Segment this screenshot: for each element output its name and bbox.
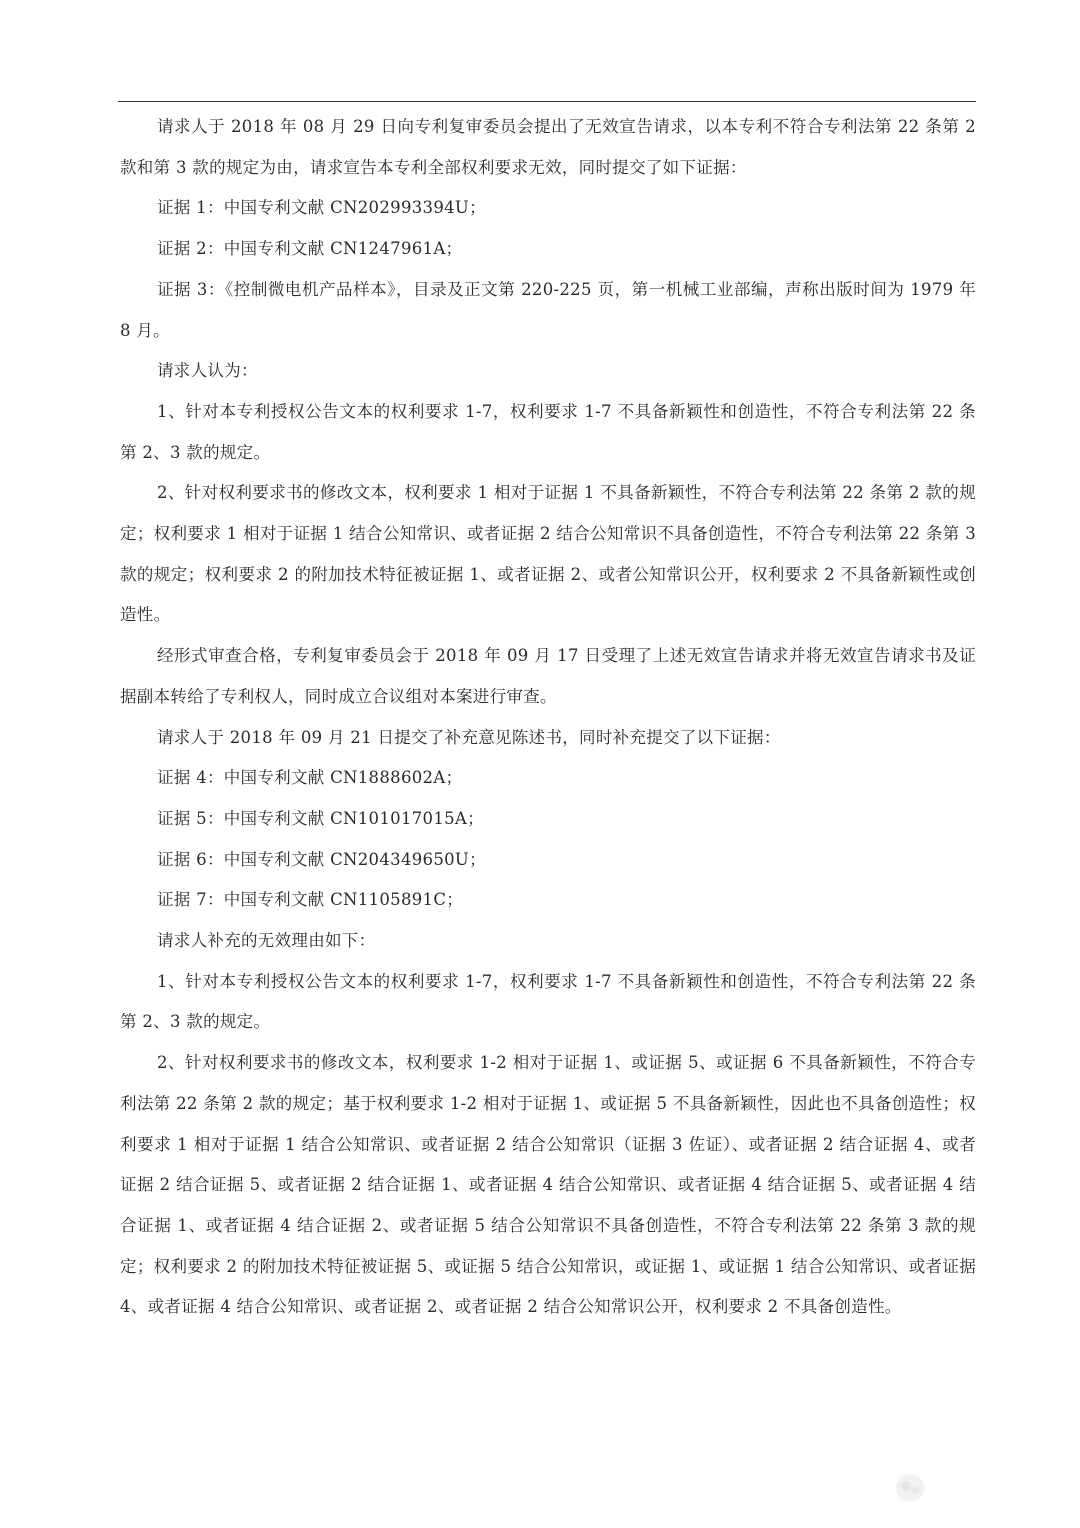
paragraph-request-intro: 请求人于 2018 年 08 月 29 日向专利复审委员会提出了无效宣告请求，以本专利不符合专利法第 22 条第 2 款和第 3 款的规定为由，请求宣告本专利全部权利要求无效，同时提交了如下证据： [120, 117, 976, 177]
paragraph-opinion-2: 2、针对权利要求书的修改文本，权利要求 1 相对于证据 1 不具备新颖性，不符合专利法第 22 条第 2 款的规定；权利要求 1 相对于证据 1 结合公知常识、或者证据 2 结合公知常识不具备创造性，不符合专利法第 22 条第 3 款的规定；权利要求 2 的附加技术特征被证据 1、或者证据 2、或者公知常识公开，权利要求 2 不具备新颖性或创造性。 [120, 483, 976, 625]
paragraph-evidence-4: 证据 4：中国专利文献 CN1888602A； [157, 768, 463, 788]
watermark-icon [890, 1468, 930, 1508]
paragraph-evidence-5: 证据 5：中国专利文献 CN101017015A； [157, 808, 484, 828]
paragraph-evidence-6: 证据 6：中国专利文献 CN204349650U； [157, 849, 486, 869]
paragraph-opinion-1: 1、针对本专利授权公告文本的权利要求 1-7，权利要求 1-7 不具备新颖性和创造性，不符合专利法第 22 条第 2、3 款的规定。 [120, 401, 976, 462]
paragraph-formal-review: 经形式审查合格，专利复审委员会于 2018 年 09 月 17 日受理了上述无效宣告请求并将无效宣告请求书及证据副本转给了专利权人，同时成立合议组对本案进行审查。 [120, 646, 976, 706]
paragraph-supplementary-intro: 请求人于 2018 年 09 月 21 日提交了补充意见陈述书，同时补充提交了以下证据： [157, 727, 781, 747]
paragraph-evidence-1: 证据 1：中国专利文献 CN202993394U； [157, 198, 486, 218]
document-body [120, 107, 976, 1328]
paragraph-supplementary-1: 1、针对本专利授权公告文本的权利要求 1-7，权利要求 1-7 不具备新颖性和创造性，不符合专利法第 22 条第 2、3 款的规定。 [120, 971, 976, 1032]
paragraph-evidence-7: 证据 7：中国专利文献 CN1105891C； [157, 890, 464, 910]
paragraph-supplementary-reasons: 请求人补充的无效理由如下： [157, 931, 376, 951]
paragraph-evidence-3: 证据 3：《控制微电机产品样本》，目录及正文第 220-225 页，第一机械工业部编，声称出版时间为 1979 年 8 月。 [120, 279, 976, 340]
header-rule [118, 101, 976, 102]
paragraph-supplementary-2: 2、针对权利要求书的修改文本，权利要求 1-2 相对于证据 1、或证据 5、或证据 6 不具备新颖性，不符合专利法第 22 条第 2 款的规定；基于权利要求 1-2 相对于证据 1、或证据 5 不具备新颖性，因此也不具备创造性；权利要求 1 相对于证据 1 结合公知常识、或者证据 2 结合公知常识（证据 3 佐证）、或者证据 2 结合证据 4、或者证据 2 结合证据 5、或者证据 2 结合证据 1、或者证据 4 结合公知常识、或者证据 4 结合证据 5、或者证据 4 结合证据 1、或者证据 4 结合证据 2、或者证据 5 结合公知常识不具备创造性，不符合专利法第 22 条第 3 款的规定；权利要求 2 的附加技术特征被证据 5、或证据 5 结合公知常识，或证据 1、或证据 1 结合公知常识、或者证据 4、或者证据 4 结合公知常识、或者证据 2、或者证据 2 结合公知常识公开，权利要求 2 不具备创造性。 [120, 1053, 976, 1317]
paragraph-requester-opinion: 请求人认为： [157, 361, 258, 381]
paragraph-evidence-2: 证据 2：中国专利文献 CN1247961A； [157, 239, 463, 259]
